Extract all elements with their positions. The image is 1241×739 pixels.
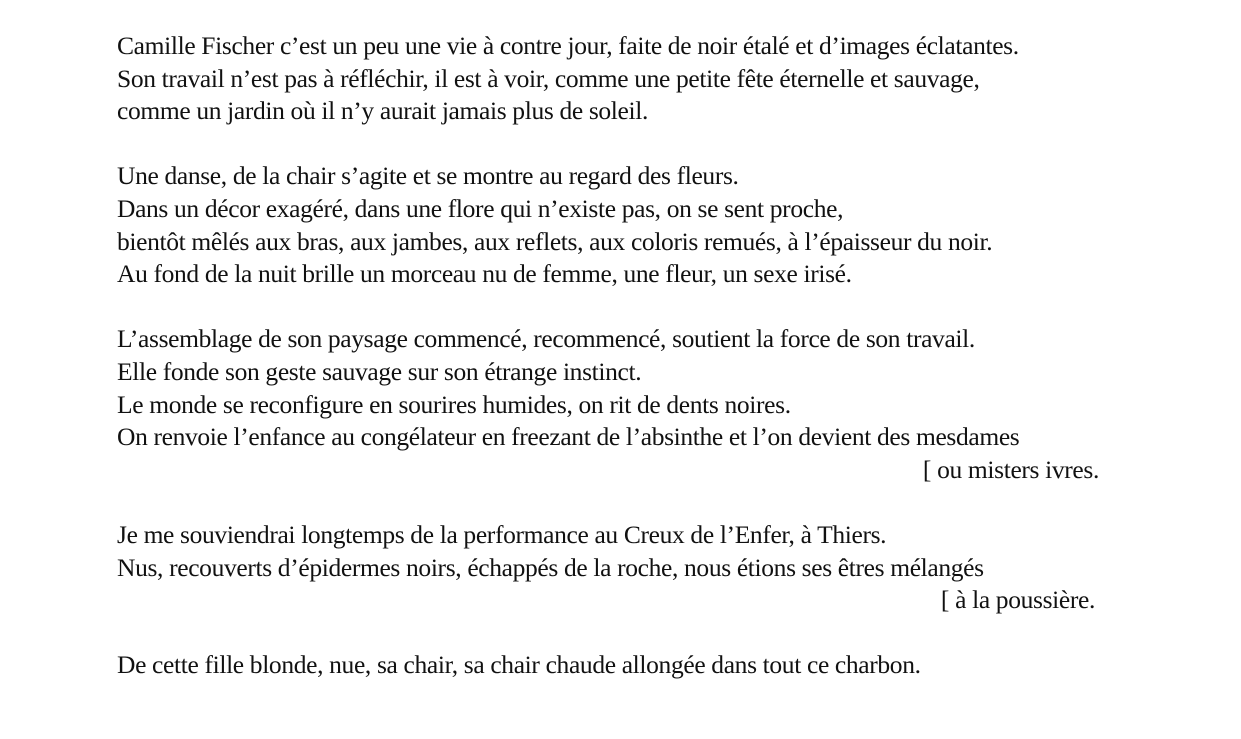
text-line: Le monde se reconfigure en sourires humides, on rit de dents noires. — [117, 389, 791, 419]
stanza-5 — [117, 649, 1107, 682]
text-line: Son travail n’est pas à réfléchir, il est à voir, comme une petite fête éternelle et sauvage, — [117, 63, 980, 93]
text-line: Dans un décor exagéré, dans une flore qui n’existe pas, on se sent proche, — [117, 193, 844, 223]
text-line: Au fond de la nuit brille un morceau nu de femme, une fleur, un sexe irisé. — [117, 259, 852, 289]
continuation-line: [ ou misters ivres. — [922, 454, 1099, 484]
stanza-3 — [117, 323, 1107, 486]
text-line: On renvoie l’enfance au congélateur en freezant de l’absinthe et l’on devient des mesdames — [117, 422, 1020, 452]
stanza-4 — [117, 519, 1107, 617]
text-line: Camille Fischer c’est un peu une vie à contre jour, faite de noir étalé et d’images éclatantes. — [117, 31, 1019, 60]
text-line: L’assemblage de son paysage commencé, recommencé, soutient la force de son travail. — [117, 324, 975, 354]
text-line: Nus, recouverts d’épidermes noirs, échappés de la roche, nous étions ses êtres mélangés — [117, 552, 984, 582]
text-line: Je me souviendrai longtemps de la performance au Creux de l’Enfer, à Thiers. — [117, 519, 887, 549]
text-line: comme un jardin où il n’y aurait jamais plus de soleil. — [117, 96, 649, 126]
stanza-1 — [117, 30, 1107, 128]
text-line: De cette fille blonde, nue, sa chair, sa chair chaude allongée dans tout ce charbon. — [117, 650, 921, 680]
text-line: bientôt mêlés aux bras, aux jambes, aux reflets, aux coloris remués, à l’épaisseur du noir. — [117, 226, 993, 256]
stanza-2 — [117, 160, 1107, 290]
text-line: Elle fonde son geste sauvage sur son étrange instinct. — [117, 356, 642, 386]
text-line: Une danse, de la chair s’agite et se montre au regard des fleurs. — [117, 161, 739, 191]
continuation-line: [ à la poussière. — [940, 585, 1095, 615]
poem-text — [117, 30, 1107, 714]
